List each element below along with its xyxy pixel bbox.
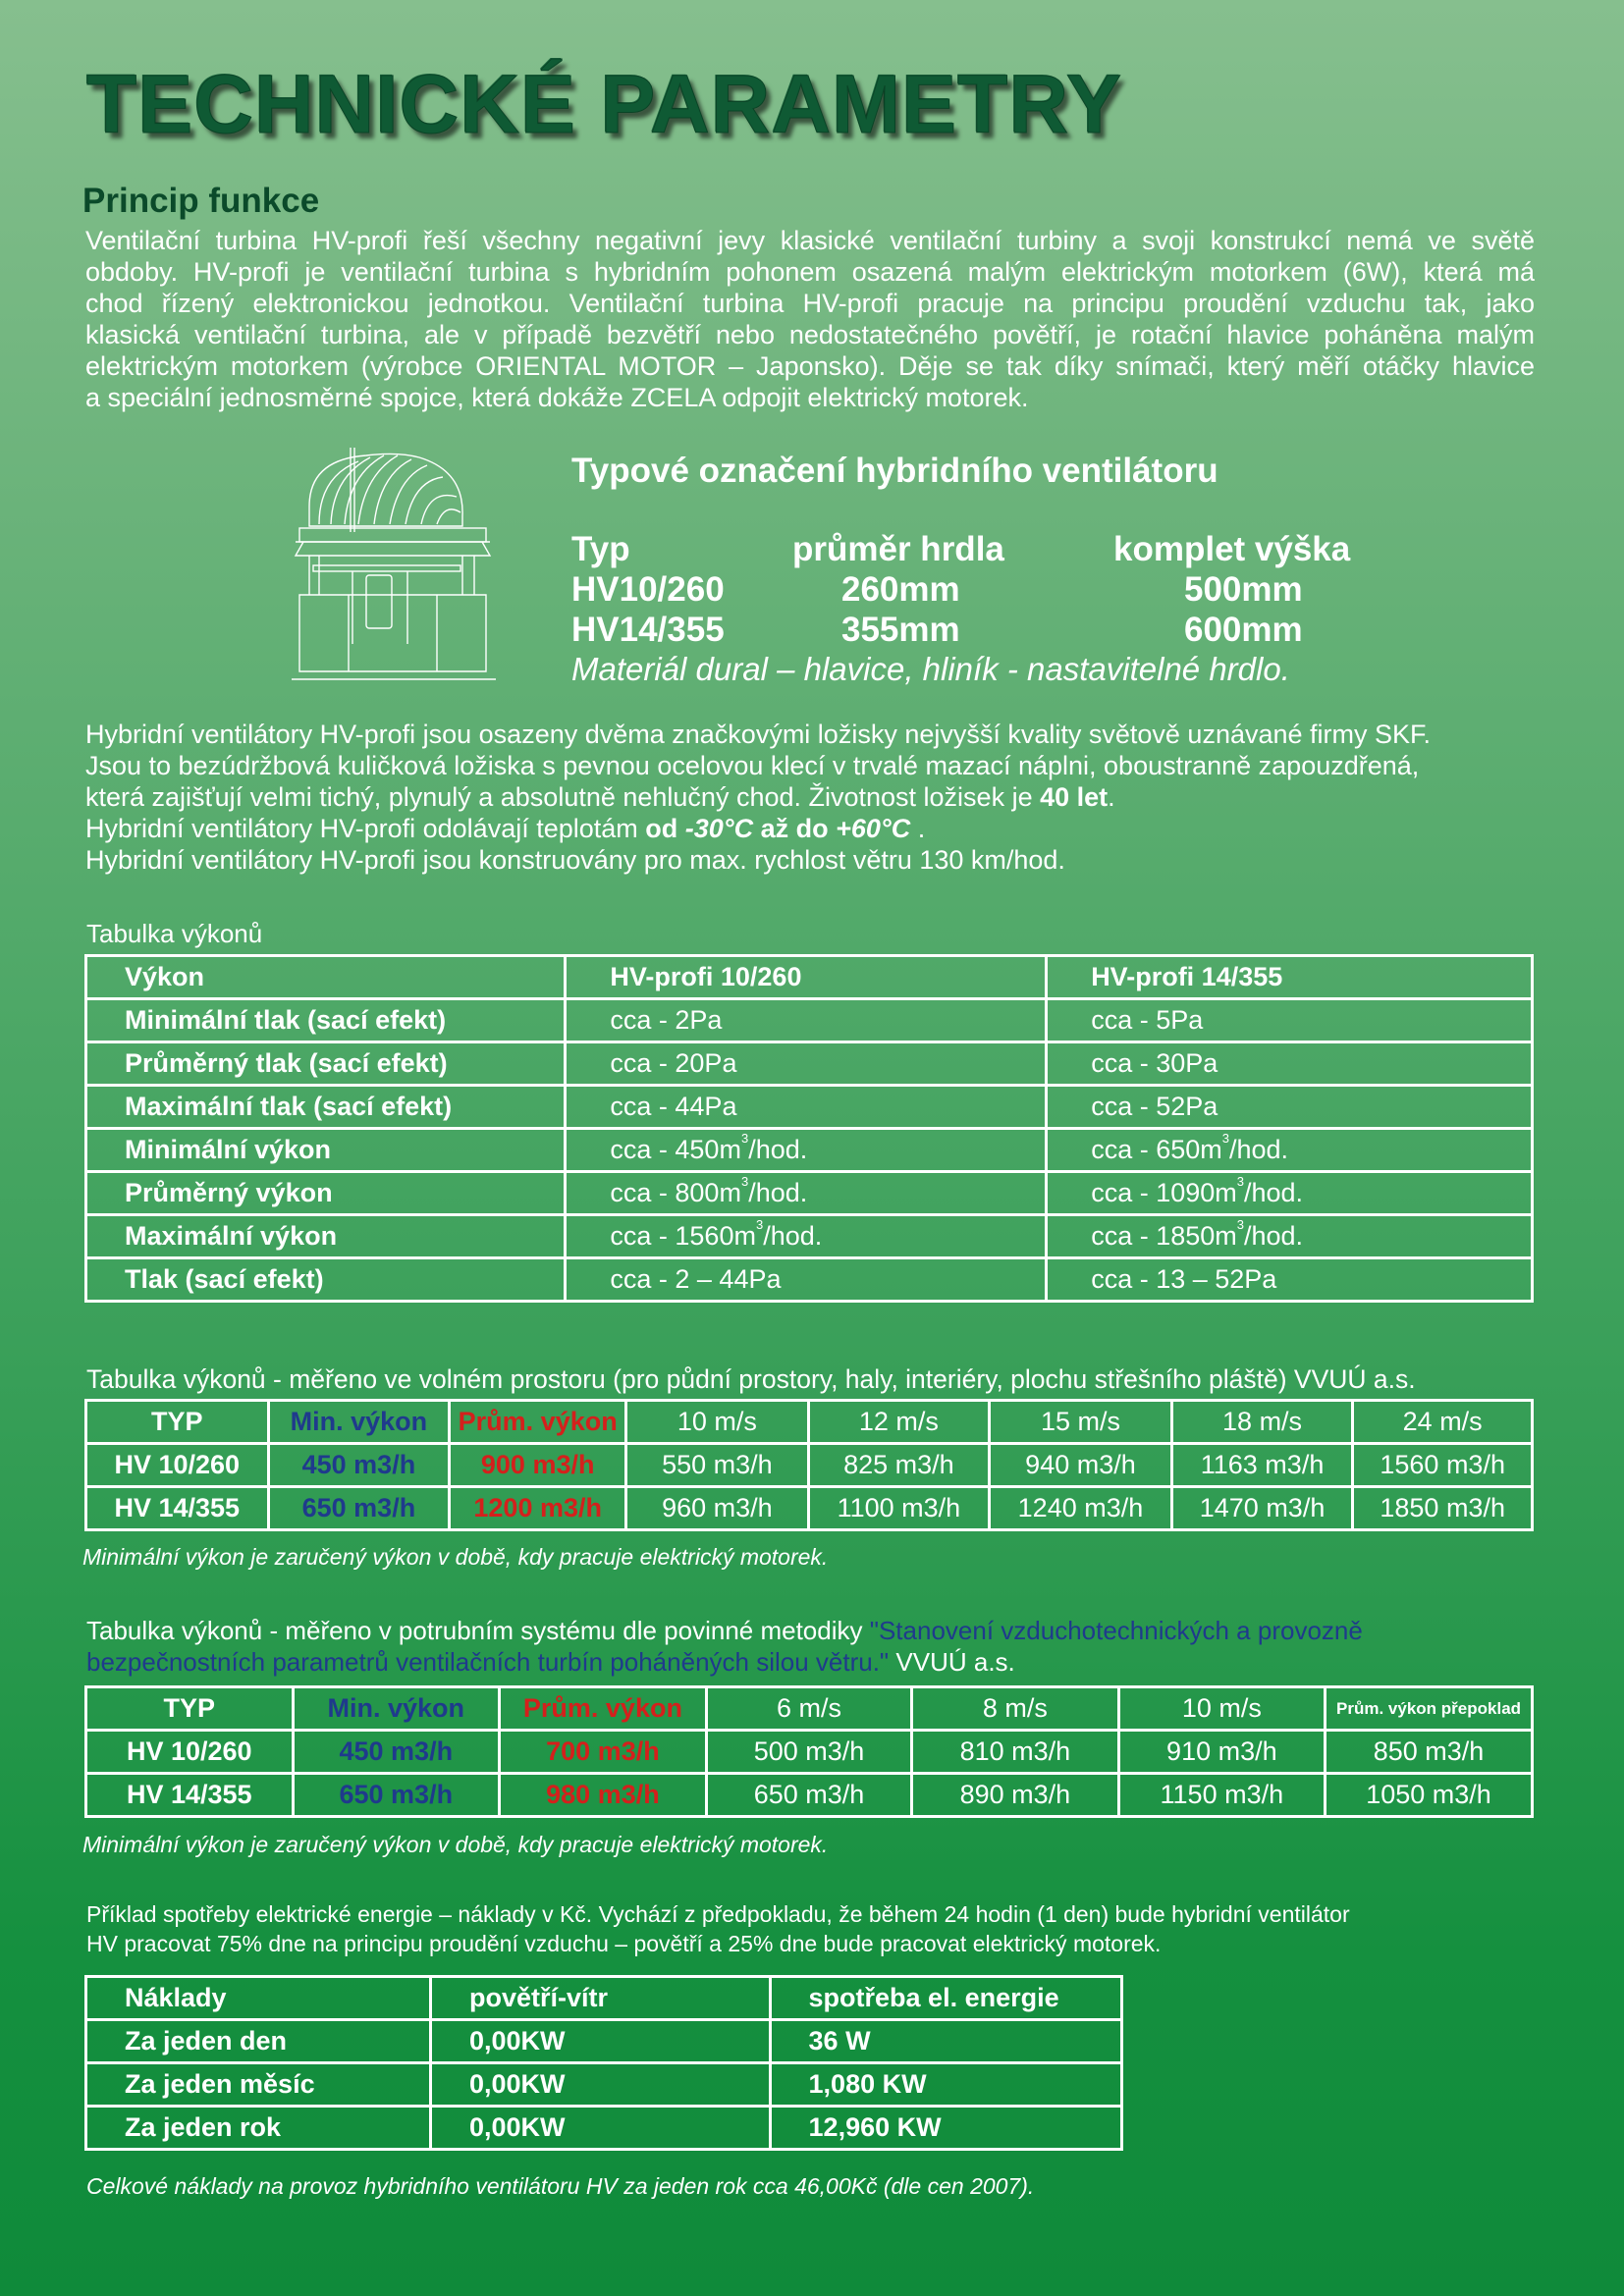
table-header-cell: 6 m/s	[706, 1687, 911, 1731]
table-cell: 12,960 KW	[770, 2107, 1121, 2150]
table-header-cell: Min. výkon	[268, 1401, 450, 1444]
table-cell: 0,00KW	[430, 2020, 770, 2063]
table-cell: 450 m3/h	[293, 1731, 500, 1774]
table-cell: 1,080 KW	[770, 2063, 1121, 2107]
energy-cost-table	[84, 1975, 1123, 2151]
table-cell: 940 m3/h	[990, 1444, 1172, 1487]
page-title: TECHNICKÉ PARAMETRY	[86, 58, 1123, 150]
table-header-cell: HV-profi 14/355	[1047, 956, 1533, 999]
bearing-line: Jsou to bezúdržbová kuličková ložiska s pevnou ocelovou klecí v trvalé mazací náplni, oboustranně zapouzdřená,	[85, 751, 1420, 780]
table-row	[86, 1731, 1533, 1774]
table-cell: HV 14/355	[86, 1487, 269, 1530]
principle-line: a speciální jednosměrné spojce, která dokáže ZCELA odpojit elektrický motorek.	[85, 383, 1029, 412]
table-cell: 500 m3/h	[706, 1731, 911, 1774]
table-cell: 825 m3/h	[808, 1444, 990, 1487]
type-header-diameter: průměr hrdla	[792, 530, 1004, 568]
principle-line: obdoby. HV-profi je ventilační turbina s hybridním pohonem osazená malým elektrickým motorkem (6W), která má	[85, 257, 1535, 287]
table-header-cell: 12 m/s	[808, 1401, 990, 1444]
principle-line: chod řízený elektronickou jednotkou. Ventilační turbina HV-profi pracuje na principu proudění vzduchu tak, jako	[85, 289, 1535, 318]
table-header-cell: Výkon	[86, 956, 566, 999]
type-height: 500mm	[1184, 570, 1303, 609]
principle-paragraph	[85, 225, 1535, 413]
principle-line: elektrickým motorkem (výrobce ORIENTAL MOTOR – Japonsko). Děje se tak díky snímači, který měří otáčky hlavice	[85, 351, 1535, 381]
table-cell: 910 m3/h	[1118, 1731, 1325, 1774]
type-header-typ: Typ	[571, 530, 630, 568]
principle-line: Ventilační turbina HV-profi řeší všechny negativní jevy klasické ventilační turbiny a svoji konstrukcí nemá ve světě	[85, 226, 1535, 255]
table-row	[86, 2020, 1122, 2063]
table-row	[86, 2063, 1122, 2107]
pipe-table-caption: Tabulka výkonů - měřeno v potrubním systému dle povinné metodiky "Stanovení vzduchotechnických a provozně bezpečnostních parametrů ventilačních turbín poháněných silou větru." VVUÚ a.s.	[86, 1616, 1363, 1677]
table-cell: 1470 m3/h	[1171, 1487, 1353, 1530]
table-cell: Za jeden den	[86, 2020, 431, 2063]
table-cell: HV 10/260	[86, 1444, 269, 1487]
table-header-row	[86, 1401, 1533, 1444]
table-cell: cca - $650m^3$/hod.	[1047, 1129, 1533, 1172]
type-material-note: Materiál dural – hlavice, hliník - nastavitelné hrdlo.	[571, 651, 1290, 687]
table-cell: cca - 2Pa	[566, 999, 1047, 1042]
type-height: 600mm	[1184, 611, 1303, 649]
table-row	[86, 1444, 1533, 1487]
table-header-cell: 10 m/s	[1118, 1687, 1325, 1731]
table-header-cell: Náklady	[86, 1977, 431, 2020]
table-header-cell: spotřeba el. energie	[770, 1977, 1121, 2020]
table-cell: cca - 5Pa	[1047, 999, 1533, 1042]
table-row	[86, 1129, 1533, 1172]
table-header-cell: 18 m/s	[1171, 1401, 1353, 1444]
table-cell: cca - 30Pa	[1047, 1042, 1533, 1086]
table-row	[86, 2107, 1122, 2150]
table-cell: 1560 m3/h	[1353, 1444, 1533, 1487]
table-cell: cca - $1560m^3$/hod.	[566, 1215, 1047, 1258]
type-model: HV10/260	[571, 570, 725, 609]
table-cell: 980 m3/h	[500, 1774, 707, 1817]
table-cell: 650 m3/h	[293, 1774, 500, 1817]
table-cell: 1200 m3/h	[450, 1487, 626, 1530]
table-row	[86, 1774, 1533, 1817]
table-cell: Za jeden rok	[86, 2107, 431, 2150]
open-space-table-note: Minimální výkon je zaručený výkon v době, kdy pracuje elektrický motorek.	[82, 1544, 829, 1570]
table-cell: Průměrný výkon	[86, 1172, 566, 1215]
bearings-paragraph	[85, 719, 1539, 876]
table-header-cell: Min. výkon	[293, 1687, 500, 1731]
table-cell: cca - $800m^3$/hod.	[566, 1172, 1047, 1215]
table-cell: 810 m3/h	[912, 1731, 1118, 1774]
table-header-cell: HV-profi 10/260	[566, 956, 1047, 999]
table-row	[86, 1172, 1533, 1215]
open-space-table-caption: Tabulka výkonů - měřeno ve volném prostoru (pro půdní prostory, haly, interiéry, plochu střešního pláště) VVUÚ a.s.	[86, 1364, 1416, 1394]
turbine-drawing	[290, 448, 498, 683]
table-cell: HV 14/355	[86, 1774, 294, 1817]
energy-intro-line: Příklad spotřeby elektrické energie – náklady v Kč. Vychází z předpokladu, že během 24 hodin (1 den) bude hybridní ventilátor	[86, 1901, 1350, 1927]
table-cell: 650 m3/h	[268, 1487, 450, 1530]
table-cell: cca - 20Pa	[566, 1042, 1047, 1086]
table-cell: Maximální tlak (sací efekt)	[86, 1086, 566, 1129]
table-cell: 700 m3/h	[500, 1731, 707, 1774]
type-model: HV14/355	[571, 611, 725, 649]
table-header-cell: Prům. výkon	[500, 1687, 707, 1731]
table-row	[86, 1215, 1533, 1258]
table-cell: cca - $1850m^3$/hod.	[1047, 1215, 1533, 1258]
table-header-cell: Prům. výkon	[450, 1401, 626, 1444]
table-header-cell: TYP	[86, 1687, 294, 1731]
table-header-row	[86, 1687, 1533, 1731]
table-cell: Průměrný tlak (sací efekt)	[86, 1042, 566, 1086]
table-cell: 1100 m3/h	[808, 1487, 990, 1530]
table-header-cell: 15 m/s	[990, 1401, 1172, 1444]
table-row	[86, 1042, 1533, 1086]
table-header-cell: 8 m/s	[912, 1687, 1118, 1731]
table-cell: 0,00KW	[430, 2107, 770, 2150]
table-header-cell: 10 m/s	[626, 1401, 808, 1444]
energy-intro	[86, 1899, 1350, 1958]
table-cell: cca - $1090m^3$/hod.	[1047, 1172, 1533, 1215]
principle-line: klasická ventilační turbina, ale v případě bezvětří nebo nedostatečného povětří, je rotační hlavice poháněna malým	[85, 320, 1535, 349]
table-cell: Za jeden měsíc	[86, 2063, 431, 2107]
pipe-table	[84, 1685, 1534, 1818]
table-cell: cca - 44Pa	[566, 1086, 1047, 1129]
table-cell: cca - 13 – 52Pa	[1047, 1258, 1533, 1302]
table-header-cell: TYP	[86, 1401, 269, 1444]
bearing-line: Hybridní ventilátory HV-profi odolávají teplotám od -30°C až do +60°C .	[85, 814, 926, 843]
table-cell: 1850 m3/h	[1353, 1487, 1533, 1530]
type-header-height: komplet výška	[1113, 530, 1351, 568]
table-header-cell: Prům. výkon přepoklad	[1326, 1687, 1533, 1731]
table-cell: cca - $450m^3$/hod.	[566, 1129, 1047, 1172]
energy-footer-note: Celkové náklady na provoz hybridního ventilátoru HV za jeden rok cca 46,00Kč (dle cen 2007).	[86, 2173, 1035, 2199]
table-cell: 550 m3/h	[626, 1444, 808, 1487]
type-diameter: 355mm	[841, 611, 960, 649]
table-cell: Tlak (sací efekt)	[86, 1258, 566, 1302]
type-diameter: 260mm	[841, 570, 960, 609]
table-cell: 1240 m3/h	[990, 1487, 1172, 1530]
table-cell: cca - 2 – 44Pa	[566, 1258, 1047, 1302]
table-cell: 900 m3/h	[450, 1444, 626, 1487]
table-header-row	[86, 1977, 1122, 2020]
bearing-line: Hybridní ventilátory HV-profi jsou osazeny dvěma značkovými ložisky nejvyšší kvality světově uznávané firmy SKF.	[85, 720, 1432, 749]
table-cell: 650 m3/h	[706, 1774, 911, 1817]
table-header-cell: 24 m/s	[1353, 1401, 1533, 1444]
bearing-line: Hybridní ventilátory HV-profi jsou konstruovány pro max. rychlost větru 130 km/hod.	[85, 845, 1065, 875]
type-row	[571, 611, 1455, 652]
table-cell: 850 m3/h	[1326, 1731, 1533, 1774]
bearing-line: která zajišťují velmi tichý, plynulý a absolutně nehlučný chod. Životnost ložisek je 40 let.	[85, 782, 1115, 812]
type-designation-title: Typové označení hybridního ventilátoru	[571, 452, 1218, 490]
table-cell: 1150 m3/h	[1118, 1774, 1325, 1817]
table-cell: 450 m3/h	[268, 1444, 450, 1487]
table-row	[86, 1258, 1533, 1302]
table-cell: Minimální tlak (sací efekt)	[86, 999, 566, 1042]
type-header-row	[571, 530, 1455, 571]
table-cell: HV 10/260	[86, 1731, 294, 1774]
table-row	[86, 999, 1533, 1042]
table-cell: Minimální výkon	[86, 1129, 566, 1172]
table-cell: cca - 52Pa	[1047, 1086, 1533, 1129]
table-cell: 960 m3/h	[626, 1487, 808, 1530]
open-space-table	[84, 1399, 1534, 1531]
table-header-cell: povětří-vítr	[430, 1977, 770, 2020]
table-header-row	[86, 956, 1533, 999]
type-row	[571, 570, 1455, 612]
energy-intro-line: HV pracovat 75% dne na principu proudění vzduchu – povětří a 25% dne bude pracovat elektrický motorek.	[86, 1931, 1162, 1956]
table-row	[86, 1086, 1533, 1129]
table-row	[86, 1487, 1533, 1530]
principle-heading: Princip funkce	[82, 182, 320, 220]
table-cell: 1163 m3/h	[1171, 1444, 1353, 1487]
table-cell: Maximální výkon	[86, 1215, 566, 1258]
pipe-table-note: Minimální výkon je zaručený výkon v době, kdy pracuje elektrický motorek.	[82, 1832, 829, 1857]
performance-table	[84, 954, 1534, 1303]
performance-table-caption: Tabulka výkonů	[86, 919, 263, 948]
table-cell: 0,00KW	[430, 2063, 770, 2107]
table-cell: 1050 m3/h	[1326, 1774, 1533, 1817]
table-cell: 36 W	[770, 2020, 1121, 2063]
table-cell: 890 m3/h	[912, 1774, 1118, 1817]
